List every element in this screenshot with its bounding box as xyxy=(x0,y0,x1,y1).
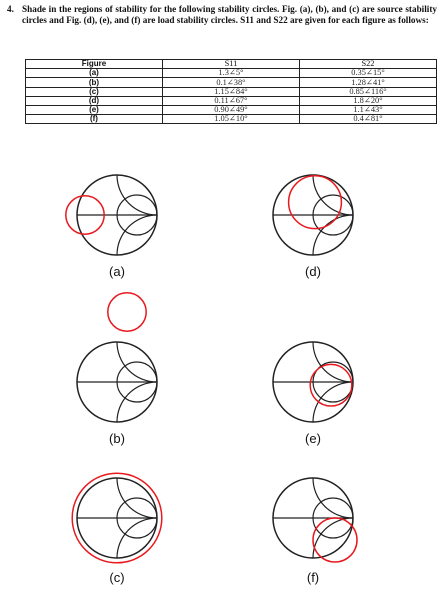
table-row xyxy=(26,69,437,78)
reactance-arc xyxy=(117,135,197,215)
figure-label: (c) xyxy=(109,570,125,585)
reactance-arc xyxy=(117,438,197,518)
table-row xyxy=(26,105,437,114)
cell-s11: 0.11∠67° xyxy=(162,96,299,105)
cell-s22: 1.8∠20° xyxy=(299,96,436,105)
smith-chart-boundary xyxy=(273,175,353,255)
table-row xyxy=(26,78,437,87)
table-row xyxy=(26,115,437,124)
reactance-arc xyxy=(313,302,393,382)
cell-figure: (d) xyxy=(26,96,163,105)
cell-s11: 0.90∠49° xyxy=(162,105,299,114)
resistance-circle xyxy=(117,362,157,402)
smith-chart-boundary xyxy=(273,478,353,558)
reactance-arc xyxy=(313,135,393,215)
table-header-row xyxy=(26,60,437,69)
resistance-circle xyxy=(117,195,157,235)
cell-s11: 0.1∠38° xyxy=(162,78,299,87)
cell-s11: 1.3∠5° xyxy=(162,69,299,78)
smith-chart-boundary xyxy=(77,175,157,255)
reactance-arc xyxy=(313,215,393,295)
reactance-arc xyxy=(313,438,393,518)
figure-label: (e) xyxy=(305,431,321,446)
stability-circle xyxy=(108,293,146,331)
table-body xyxy=(26,69,437,124)
resistance-circle xyxy=(117,498,157,538)
reactance-arc xyxy=(117,215,197,295)
table-row xyxy=(26,96,437,105)
cell-figure: (a) xyxy=(26,69,163,78)
problem-text: Shade in the regions of stability for the following stability circles. Fig. (a), (b), and (c) are source stability circles and Fig. (d), (e), and (f) are load stability circles. S11 and S22 are given for each figure as follows: xyxy=(22,4,437,25)
s-parameter-table xyxy=(25,59,437,124)
cell-figure: (f) xyxy=(26,115,163,124)
resistance-circle xyxy=(313,195,353,235)
stability-circle xyxy=(66,196,104,234)
figure-label: (d) xyxy=(305,264,321,279)
reactance-arc xyxy=(117,302,197,382)
header-figure: Figure xyxy=(26,60,163,69)
figure-label: (a) xyxy=(109,264,125,279)
resistance-circle xyxy=(313,362,353,402)
cell-figure: (c) xyxy=(26,87,163,96)
cell-s22: 0.4∠81° xyxy=(299,115,436,124)
figure-label: (b) xyxy=(109,431,125,446)
cell-s22: 1.28∠41° xyxy=(299,78,436,87)
cell-figure: (e) xyxy=(26,105,163,114)
reactance-arc xyxy=(117,382,197,462)
cell-s11: 1.05∠10° xyxy=(162,115,299,124)
table-row xyxy=(26,87,437,96)
resistance-circle xyxy=(313,498,353,538)
cell-s22: 0.85∠116° xyxy=(299,87,436,96)
smith-chart-boundary xyxy=(77,478,157,558)
problem-number: 4. xyxy=(7,4,14,14)
stability-circle xyxy=(72,473,162,563)
stability-circle xyxy=(289,176,342,229)
cell-s22: 0.35∠15° xyxy=(299,69,436,78)
header-s22: S22 xyxy=(299,60,436,69)
problem-statement xyxy=(7,4,437,25)
smith-chart-boundary xyxy=(273,342,353,422)
figure-label: (f) xyxy=(306,570,320,585)
reactance-arc xyxy=(313,382,393,462)
header-s11: S11 xyxy=(162,60,299,69)
smith-chart-boundary xyxy=(77,342,157,422)
stability-circle xyxy=(310,364,352,406)
stability-circle xyxy=(313,518,357,562)
cell-s11: 1.15∠84° xyxy=(162,87,299,96)
cell-figure: (b) xyxy=(26,78,163,87)
cell-s22: 1.1∠43° xyxy=(299,105,436,114)
